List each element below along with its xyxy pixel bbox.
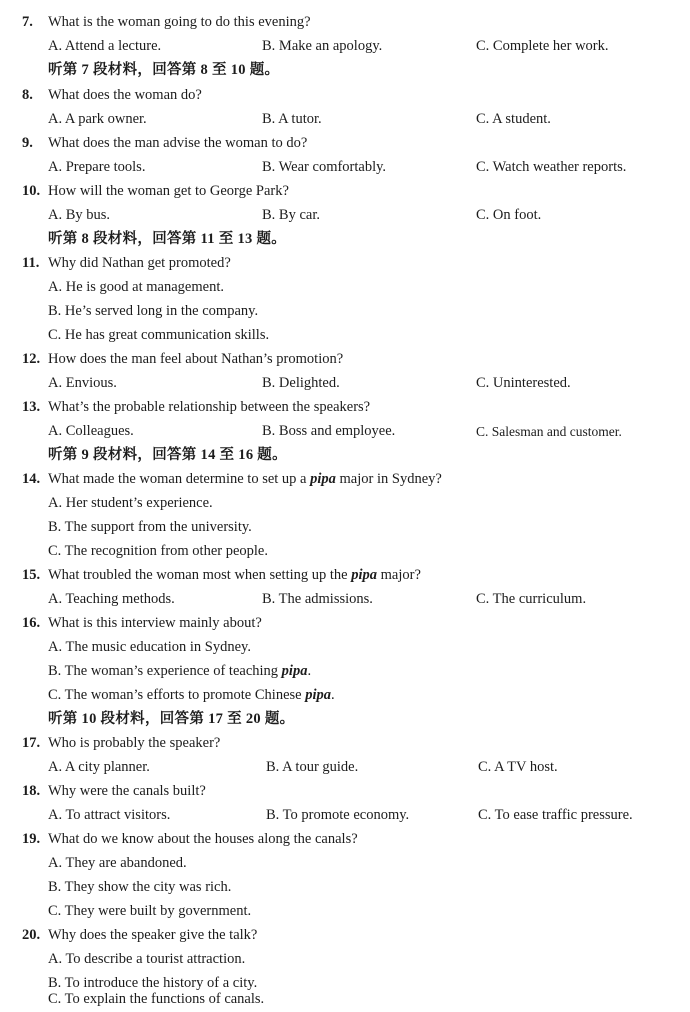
- question-number: 18.: [22, 783, 41, 799]
- options-12: [0, 372, 690, 395]
- option-c: C. On foot.: [476, 207, 542, 223]
- section-heading-9: [0, 444, 690, 467]
- option-text-pre: B. The woman’s experience of teaching: [48, 663, 282, 679]
- option-c: C. The recognition from other people.: [48, 543, 268, 559]
- option-b: [48, 660, 311, 683]
- option-b: B. Wear comfortably.: [262, 159, 387, 175]
- option-c: C. Complete her work.: [476, 38, 609, 54]
- question-20: [0, 924, 690, 947]
- question-number: 11.: [22, 255, 40, 271]
- options-13: [0, 420, 690, 443]
- question-number: 20.: [22, 927, 41, 943]
- option-c: C. Watch weather reports.: [476, 159, 627, 175]
- question-text: Who is probably the speaker?: [48, 735, 221, 751]
- option-14-a: [0, 492, 690, 515]
- option-text-italic: pipa: [305, 687, 331, 703]
- option-16-b: [0, 660, 690, 683]
- question-7: [0, 11, 690, 34]
- question-11: [0, 252, 690, 275]
- question-number: 7.: [22, 14, 33, 30]
- section-heading: 听第 7 段材料，回答第 8 至 10 题。: [48, 62, 280, 78]
- options-18: [0, 804, 690, 827]
- question-text-italic: pipa: [310, 471, 336, 487]
- question-text-post: major?: [377, 567, 421, 583]
- question-text-pre: What troubled the woman most when setting up the: [48, 567, 352, 583]
- question-number: 9.: [22, 135, 33, 151]
- option-c: C. A TV host.: [478, 759, 558, 775]
- option-a: A. Envious.: [48, 375, 117, 391]
- option-19-c: [0, 900, 690, 923]
- question-9: [0, 132, 690, 155]
- section-heading-10: [0, 708, 690, 731]
- option-c: C. The curriculum.: [476, 591, 587, 607]
- question-text-italic: pipa: [351, 567, 378, 583]
- option-c: C. Uninterested.: [476, 375, 571, 391]
- question-text-post: major in Sydney?: [335, 471, 442, 487]
- options-15: [0, 588, 690, 611]
- question-12: [0, 348, 690, 371]
- question-17: [0, 732, 690, 755]
- question-text: What does the woman do?: [48, 87, 202, 103]
- section-heading: 听第 8 段材料，回答第 11 至 13 题。: [48, 231, 287, 247]
- option-a: A. They are abandoned.: [48, 855, 187, 871]
- question-16: [0, 612, 690, 635]
- option-a: A. Attend a lecture.: [48, 38, 162, 54]
- option-text-post: .: [307, 663, 312, 679]
- option-11-c: [0, 324, 690, 347]
- option-b: B. The admissions.: [262, 591, 373, 607]
- option-b: B. Delighted.: [262, 375, 340, 391]
- question-text-pre: What made the woman determine to set up a: [48, 471, 311, 487]
- question-number: 8.: [22, 87, 33, 103]
- option-b: B. By car.: [262, 207, 320, 223]
- section-heading: 听第 9 段材料，回答第 14 至 16 题。: [48, 447, 287, 463]
- question-number: 10.: [22, 183, 41, 199]
- option-11-a: [0, 276, 690, 299]
- option-a: A. He is good at management.: [48, 279, 224, 295]
- question-text: What do we know about the houses along the canals?: [48, 831, 358, 847]
- option-c: C. A student.: [476, 111, 551, 127]
- option-a: A. Colleagues.: [48, 423, 134, 439]
- option-a: A. A city planner.: [48, 759, 150, 775]
- option-a: A. A park owner.: [48, 111, 147, 127]
- question-text: Why does the speaker give the talk?: [48, 927, 258, 943]
- question-number: 16.: [22, 615, 41, 631]
- option-b: B. They show the city was rich.: [48, 879, 232, 895]
- option-16-c: [0, 684, 690, 707]
- option-b: B. Boss and employee.: [262, 423, 396, 439]
- option-b: B. He’s served long in the company.: [48, 303, 259, 319]
- option-a: A. To attract visitors.: [48, 807, 171, 823]
- option-b: B. The support from the university.: [48, 519, 252, 535]
- question-19: [0, 828, 690, 851]
- question-text: Why did Nathan get promoted?: [48, 255, 231, 271]
- question-number: 19.: [22, 831, 41, 847]
- question-18: [0, 780, 690, 803]
- option-19-b: [0, 876, 690, 899]
- question-number: 15.: [22, 567, 41, 583]
- section-heading: 听第 10 段材料，回答第 17 至 20 题。: [48, 711, 295, 727]
- option-text-post: .: [331, 687, 335, 703]
- question-13: [0, 396, 690, 419]
- option-a: A. Prepare tools.: [48, 159, 146, 175]
- options-10: [0, 204, 690, 227]
- option-b: B. A tutor.: [262, 111, 322, 127]
- option-20-a: [0, 948, 690, 971]
- option-b: B. To promote economy.: [266, 807, 410, 823]
- option-a: A. The music education in Sydney.: [48, 639, 251, 655]
- question-8: [0, 84, 690, 107]
- question-text: What’s the probable relationship between the speakers?: [48, 399, 371, 415]
- options-8: [0, 108, 690, 131]
- option-c: [48, 684, 335, 707]
- options-17: [0, 756, 690, 779]
- question-text: What does the man advise the woman to do?: [48, 135, 308, 151]
- question-text: What is the woman going to do this evening?: [48, 14, 311, 30]
- option-text-pre: C. The woman’s efforts to promote Chinese: [48, 687, 306, 703]
- section-heading-8: [0, 228, 690, 251]
- question-text: [48, 468, 442, 491]
- option-c: C. To explain the functions of canals.: [48, 991, 265, 1007]
- options-9: [0, 156, 690, 179]
- question-text: Why were the canals built?: [48, 783, 206, 799]
- option-19-a: [0, 852, 690, 875]
- question-number: 12.: [22, 351, 41, 367]
- question-number: 14.: [22, 471, 41, 487]
- option-20-c: [0, 988, 690, 1010]
- option-b: B. A tour guide.: [266, 759, 359, 775]
- question-15: [0, 564, 690, 587]
- option-b: B. To introduce the history of a city.: [48, 975, 258, 991]
- option-14-b: [0, 516, 690, 539]
- option-text-italic: pipa: [281, 663, 308, 679]
- option-c: C. They were built by government.: [48, 903, 252, 919]
- option-14-c: [0, 540, 690, 563]
- option-a: A. To describe a tourist attraction.: [48, 951, 246, 967]
- option-16-a: [0, 636, 690, 659]
- options-7: [0, 35, 690, 58]
- question-10: [0, 180, 690, 203]
- option-a: A. By bus.: [48, 207, 111, 223]
- question-number: 13.: [22, 399, 41, 415]
- option-a: A. Teaching methods.: [48, 591, 175, 607]
- option-c: C. To ease traffic pressure.: [478, 807, 633, 823]
- question-text: How does the man feel about Nathan’s promotion?: [48, 351, 344, 367]
- option-c: C. He has great communication skills.: [48, 327, 270, 343]
- question-text: How will the woman get to George Park?: [48, 183, 289, 199]
- question-text: [48, 564, 421, 587]
- option-11-b: [0, 300, 690, 323]
- question-number: 17.: [22, 735, 41, 751]
- question-14: [0, 468, 690, 491]
- option-a: A. Her student’s experience.: [48, 495, 213, 511]
- option-c: C. Salesman and customer.: [476, 424, 622, 439]
- question-text: What is this interview mainly about?: [48, 615, 262, 631]
- section-heading-7: [0, 59, 690, 82]
- option-b: B. Make an apology.: [262, 38, 383, 54]
